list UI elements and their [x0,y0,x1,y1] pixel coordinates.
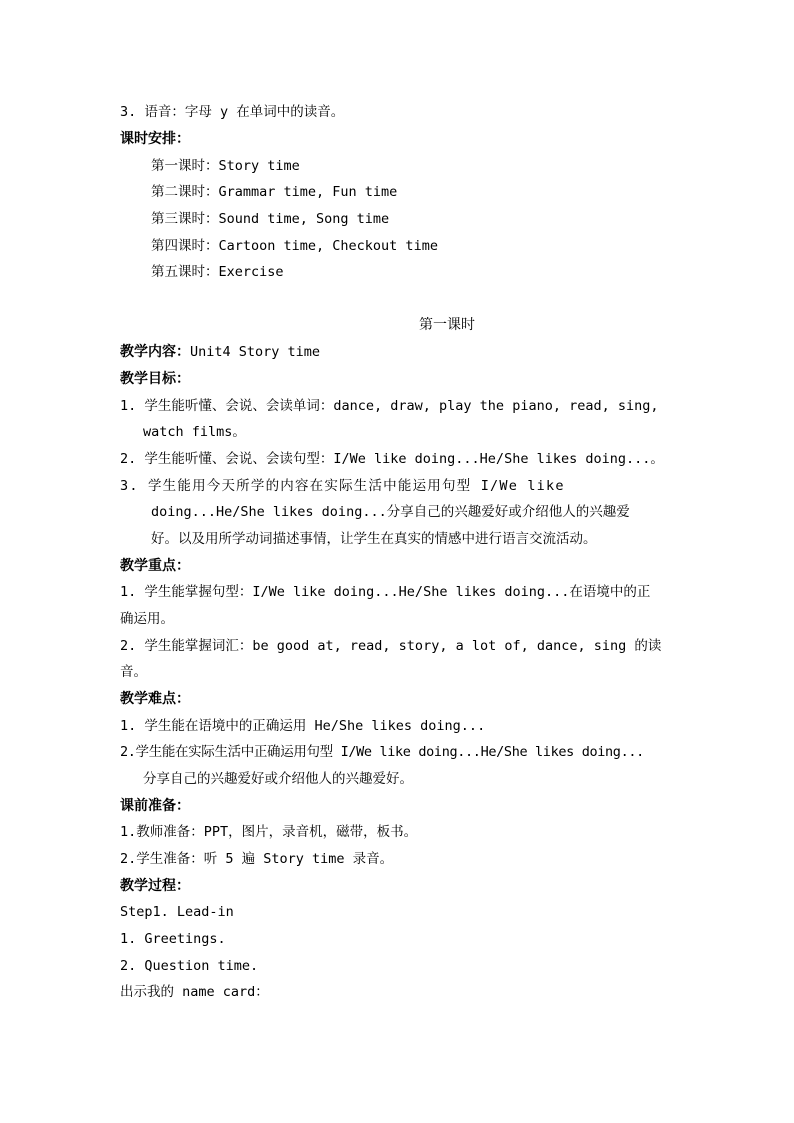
teaching-content [120,343,320,361]
process-heading: 教学过程： [120,878,190,894]
keypoint-line-3: 2. 学生能掌握词汇：be good at, read, story, a lot of, dance, sing 的读 [120,638,662,654]
process-item-2: 2. Question time. [120,958,259,974]
difficulties-heading: 教学难点： [120,691,190,707]
intro-item-3: 3. 语音：字母 y 在单词中的读音。 [120,104,345,120]
goal-line-2: watch films。 [143,424,246,440]
schedule-lesson-2: 第二课时：Grammar time, Fun time [151,184,398,200]
schedule-lesson-4: 第四课时：Cartoon time, Checkout time [151,238,438,254]
teaching-content-label: 教学内容： [120,344,190,360]
prep-heading: 课前准备： [120,798,190,814]
schedule-lesson-5: 第五课时：Exercise [151,264,284,280]
schedule-lesson-1: 第一课时：Story time [151,158,300,174]
difficulty-line-3: 分享自己的兴趣爱好或介绍他人的兴趣爱好。 [143,771,413,787]
goal-line-4: 3. 学生能用今天所学的内容在实际生活中能运用句型 I/We like [120,478,565,494]
keypoint-line-2: 确运用。 [120,611,174,627]
goal-line-6: 好。以及用所学动词描述事情，让学生在真实的情感中进行语言交流活动。 [151,531,597,547]
teaching-content-value: Unit4 Story time [190,344,321,360]
goals-heading: 教学目标： [120,371,190,387]
process-item-1: 1. Greetings. [120,931,226,947]
goal-line-5: doing...He/She likes doing...分享自己的兴趣爱好或介绍他人的兴趣爱 [151,504,630,520]
schedule-heading: 课时安排： [120,131,190,147]
keypoints-heading: 教学重点： [120,558,190,574]
goal-line-1: 1. 学生能听懂、会说、会读单词：dance, draw, play the piano, read, sing, [120,398,659,414]
lesson-title: 第一课时 [419,317,475,333]
prep-line-2: 2.学生准备：听 5 遍 Story time 录音。 [120,851,394,867]
keypoint-line-1: 1. 学生能掌握句型：I/We like doing...He/She likes doing...在语境中的正 [120,584,651,600]
process-item-3: 出示我的 name card： [120,984,269,1000]
difficulty-line-1: 1. 学生能在语境中的正确运用 He/She likes doing... [120,718,486,734]
keypoint-line-4: 音。 [120,664,147,680]
process-step-1: Step1. Lead-in [120,904,234,920]
difficulty-line-2: 2.学生能在实际生活中正确运用句型 I/We like doing...He/She likes doing... [120,744,644,760]
schedule-lesson-3: 第三课时：Sound time, Song time [151,211,390,227]
prep-line-1: 1.教师准备：PPT，图片，录音机，磁带，板书。 [120,824,418,840]
goal-line-3: 2. 学生能听懂、会说、会读句型：I/We like doing...He/She likes doing...。 [120,451,664,467]
